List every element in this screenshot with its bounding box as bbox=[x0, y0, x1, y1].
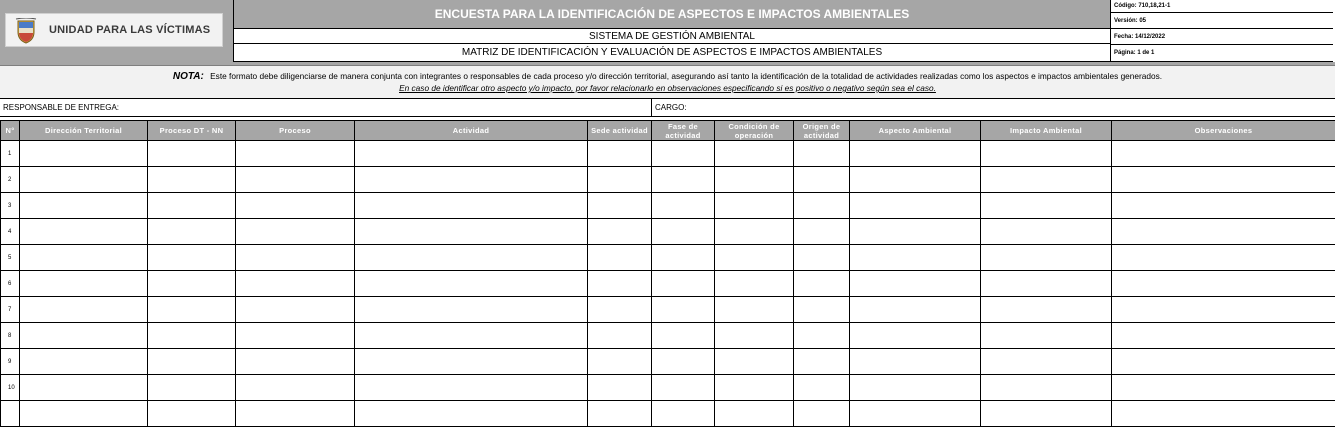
table-row bbox=[1, 323, 1335, 349]
table-cell[interactable] bbox=[715, 271, 794, 297]
table-row bbox=[1, 349, 1335, 375]
table-body bbox=[1, 141, 1335, 427]
table-cell[interactable] bbox=[148, 245, 236, 271]
table-cell[interactable] bbox=[20, 219, 148, 245]
table-cell[interactable] bbox=[20, 349, 148, 375]
table-cell[interactable] bbox=[1112, 349, 1335, 375]
table-cell[interactable] bbox=[20, 297, 148, 323]
table-cell[interactable] bbox=[20, 193, 148, 219]
table-cell[interactable] bbox=[1112, 375, 1335, 401]
table-cell[interactable] bbox=[148, 401, 236, 427]
table-cell[interactable] bbox=[850, 349, 981, 375]
note-text: Este formato debe diligenciarse de manera conjunta con integrantes o responsables de cada proceso y/o dirección territorial, asegurando así tanto la identificación de la totalidad de actividades realizadas como los aspectos e impactos ambientales generados. bbox=[210, 71, 1162, 81]
table-cell[interactable] bbox=[588, 193, 652, 219]
row-number: 6 bbox=[1, 271, 20, 297]
responsable-row bbox=[0, 99, 1335, 117]
table-cell[interactable] bbox=[652, 167, 715, 193]
table-cell[interactable] bbox=[1112, 167, 1335, 193]
table-cell[interactable] bbox=[850, 167, 981, 193]
responsable-label: RESPONSABLE DE ENTREGA: bbox=[3, 99, 119, 116]
column-header: Proceso bbox=[236, 121, 355, 141]
document-meta bbox=[1110, 0, 1335, 62]
table-cell[interactable] bbox=[981, 375, 1112, 401]
table-cell[interactable] bbox=[981, 193, 1112, 219]
table-row bbox=[1, 245, 1335, 271]
table-cell[interactable] bbox=[794, 349, 850, 375]
table-row bbox=[1, 375, 1335, 401]
table-cell[interactable] bbox=[148, 297, 236, 323]
table-cell[interactable] bbox=[20, 323, 148, 349]
table-cell[interactable] bbox=[20, 167, 148, 193]
table-cell[interactable] bbox=[588, 141, 652, 167]
meta-fecha: Fecha: 14/12/2022 bbox=[1111, 29, 1333, 45]
meta-version: Versión: 05 bbox=[1111, 13, 1333, 29]
table-cell[interactable] bbox=[794, 141, 850, 167]
table-cell[interactable] bbox=[794, 375, 850, 401]
table-cell[interactable] bbox=[1112, 219, 1335, 245]
table-cell[interactable] bbox=[981, 141, 1112, 167]
table-cell[interactable] bbox=[355, 193, 588, 219]
table-cell[interactable] bbox=[148, 167, 236, 193]
column-header: Proceso DT - NN bbox=[148, 121, 236, 141]
table-cell[interactable] bbox=[850, 401, 981, 427]
table-cell[interactable] bbox=[850, 297, 981, 323]
table-cell[interactable] bbox=[794, 245, 850, 271]
table-cell[interactable] bbox=[715, 193, 794, 219]
table-cell[interactable] bbox=[715, 349, 794, 375]
table-cell[interactable] bbox=[715, 323, 794, 349]
table-cell[interactable] bbox=[981, 271, 1112, 297]
row-number: 9 bbox=[1, 349, 20, 375]
table-cell[interactable] bbox=[1112, 323, 1335, 349]
table-cell[interactable] bbox=[715, 219, 794, 245]
column-header: Fase de actividad bbox=[652, 121, 715, 141]
row-number: 2 bbox=[1, 167, 20, 193]
table-cell[interactable] bbox=[652, 349, 715, 375]
table-cell[interactable] bbox=[1112, 297, 1335, 323]
table-cell[interactable] bbox=[981, 219, 1112, 245]
table-cell[interactable] bbox=[850, 219, 981, 245]
table-cell[interactable] bbox=[850, 375, 981, 401]
table-cell[interactable] bbox=[850, 141, 981, 167]
table-cell[interactable] bbox=[981, 401, 1112, 427]
table-cell[interactable] bbox=[236, 375, 355, 401]
table-cell[interactable] bbox=[588, 401, 652, 427]
table-cell[interactable] bbox=[794, 271, 850, 297]
page-title: ENCUESTA PARA LA IDENTIFICACIÓN DE ASPECTOS E IMPACTOS AMBIENTALES bbox=[234, 0, 1110, 29]
table-cell[interactable] bbox=[1112, 193, 1335, 219]
table-cell[interactable] bbox=[981, 297, 1112, 323]
table-cell[interactable] bbox=[652, 375, 715, 401]
table-cell[interactable] bbox=[850, 323, 981, 349]
table-cell[interactable] bbox=[715, 167, 794, 193]
table-cell[interactable] bbox=[20, 271, 148, 297]
row-number: 4 bbox=[1, 219, 20, 245]
table-cell[interactable] bbox=[355, 297, 588, 323]
column-header: Sede actividad bbox=[588, 121, 652, 141]
table-cell[interactable] bbox=[355, 323, 588, 349]
table-cell[interactable] bbox=[355, 349, 588, 375]
row-number: 7 bbox=[1, 297, 20, 323]
coat-of-arms-icon bbox=[14, 18, 38, 44]
table-cell[interactable] bbox=[148, 219, 236, 245]
column-header: Origen de actividad bbox=[794, 121, 850, 141]
column-header: Observaciones bbox=[1112, 121, 1335, 141]
table-cell[interactable] bbox=[715, 245, 794, 271]
table-cell[interactable] bbox=[148, 271, 236, 297]
table-cell[interactable] bbox=[981, 323, 1112, 349]
table-cell[interactable] bbox=[794, 193, 850, 219]
note-box bbox=[0, 65, 1335, 99]
table-row bbox=[1, 297, 1335, 323]
column-header: Actividad bbox=[355, 121, 588, 141]
table-cell[interactable] bbox=[981, 245, 1112, 271]
table-cell[interactable] bbox=[236, 167, 355, 193]
table-cell[interactable] bbox=[588, 219, 652, 245]
table-cell[interactable] bbox=[236, 323, 355, 349]
table-cell[interactable] bbox=[236, 271, 355, 297]
table-cell[interactable] bbox=[236, 193, 355, 219]
table-cell[interactable] bbox=[652, 271, 715, 297]
row-number: 8 bbox=[1, 323, 20, 349]
table-row bbox=[1, 141, 1335, 167]
table-cell[interactable] bbox=[148, 323, 236, 349]
table-cell[interactable] bbox=[20, 401, 148, 427]
table-cell[interactable] bbox=[588, 349, 652, 375]
logo-text: UNIDAD PARA LAS VÍCTIMAS bbox=[49, 24, 210, 36]
table-cell[interactable] bbox=[715, 401, 794, 427]
logo bbox=[5, 13, 223, 47]
table-row bbox=[1, 271, 1335, 297]
logo-area bbox=[0, 0, 234, 62]
table-cell[interactable] bbox=[981, 349, 1112, 375]
table-cell[interactable] bbox=[355, 401, 588, 427]
table-cell[interactable] bbox=[20, 245, 148, 271]
note-line-2: En caso de identificar otro aspecto y/o impacto, por favor relacionarlo en observaciones especificando si es positivo o negativo según sea el caso. bbox=[0, 83, 1335, 93]
table-cell[interactable] bbox=[148, 141, 236, 167]
table-cell[interactable] bbox=[236, 297, 355, 323]
table-cell[interactable] bbox=[981, 167, 1112, 193]
table-cell[interactable] bbox=[652, 245, 715, 271]
table-cell[interactable] bbox=[1112, 245, 1335, 271]
table-cell[interactable] bbox=[20, 375, 148, 401]
table-cell[interactable] bbox=[355, 271, 588, 297]
subtitle-system: SISTEMA DE GESTIÓN AMBIENTAL bbox=[234, 29, 1110, 44]
table-header-row bbox=[1, 121, 1335, 141]
table-cell[interactable] bbox=[588, 323, 652, 349]
table-cell[interactable] bbox=[1112, 401, 1335, 427]
table-cell[interactable] bbox=[850, 271, 981, 297]
table-cell[interactable] bbox=[794, 297, 850, 323]
table-cell[interactable] bbox=[794, 401, 850, 427]
meta-pagina: Página: 1 de 1 bbox=[1111, 45, 1333, 62]
table-cell[interactable] bbox=[20, 141, 148, 167]
table-cell[interactable] bbox=[236, 349, 355, 375]
row-number bbox=[1, 401, 20, 427]
meta-codigo: Código: 710,18,21-1 bbox=[1111, 0, 1333, 13]
survey-table bbox=[0, 120, 1335, 427]
table-cell[interactable] bbox=[794, 219, 850, 245]
row-number: 1 bbox=[1, 141, 20, 167]
table-cell[interactable] bbox=[794, 323, 850, 349]
table-row bbox=[1, 219, 1335, 245]
note-line-1 bbox=[0, 71, 1335, 82]
column-header: Aspecto Ambiental bbox=[850, 121, 981, 141]
cargo-label: CARGO: bbox=[655, 99, 687, 116]
table-cell[interactable] bbox=[355, 167, 588, 193]
row-number: 5 bbox=[1, 245, 20, 271]
table-cell[interactable] bbox=[850, 193, 981, 219]
table-cell[interactable] bbox=[715, 375, 794, 401]
table-cell[interactable] bbox=[148, 375, 236, 401]
subtitle-matrix: MATRIZ DE IDENTIFICACIÓN Y EVALUACIÓN DE ASPECTOS E IMPACTOS AMBIENTALES bbox=[234, 45, 1110, 62]
table-cell[interactable] bbox=[355, 219, 588, 245]
column-header: Impacto Ambiental bbox=[981, 121, 1112, 141]
table-cell[interactable] bbox=[715, 297, 794, 323]
table-row bbox=[1, 193, 1335, 219]
column-header: Dirección Territorial bbox=[20, 121, 148, 141]
table-cell[interactable] bbox=[588, 271, 652, 297]
row-number: 10 bbox=[1, 375, 20, 401]
table-cell[interactable] bbox=[588, 297, 652, 323]
table-cell[interactable] bbox=[715, 141, 794, 167]
table-cell[interactable] bbox=[148, 193, 236, 219]
table-cell[interactable] bbox=[1112, 141, 1335, 167]
table-cell[interactable] bbox=[236, 245, 355, 271]
table-cell[interactable] bbox=[652, 141, 715, 167]
table-row bbox=[1, 167, 1335, 193]
table-cell[interactable] bbox=[652, 219, 715, 245]
column-header: Condición de operación bbox=[715, 121, 794, 141]
row-number: 3 bbox=[1, 193, 20, 219]
note-label: NOTA: bbox=[173, 71, 204, 82]
table-cell[interactable] bbox=[652, 323, 715, 349]
table-cell[interactable] bbox=[588, 167, 652, 193]
table-cell[interactable] bbox=[236, 141, 355, 167]
table-cell[interactable] bbox=[588, 245, 652, 271]
table-cell[interactable] bbox=[355, 245, 588, 271]
table-cell[interactable] bbox=[1112, 271, 1335, 297]
table-cell[interactable] bbox=[652, 193, 715, 219]
table-cell[interactable] bbox=[236, 401, 355, 427]
table-cell[interactable] bbox=[588, 375, 652, 401]
table-cell[interactable] bbox=[355, 141, 588, 167]
cell-divider bbox=[651, 99, 652, 116]
table-cell[interactable] bbox=[355, 375, 588, 401]
column-header: N° bbox=[1, 121, 20, 141]
table-cell[interactable] bbox=[148, 349, 236, 375]
table-cell[interactable] bbox=[236, 219, 355, 245]
table-cell[interactable] bbox=[850, 245, 981, 271]
table-row bbox=[1, 401, 1335, 427]
table-cell[interactable] bbox=[652, 297, 715, 323]
table-cell[interactable] bbox=[652, 401, 715, 427]
table-cell[interactable] bbox=[794, 167, 850, 193]
